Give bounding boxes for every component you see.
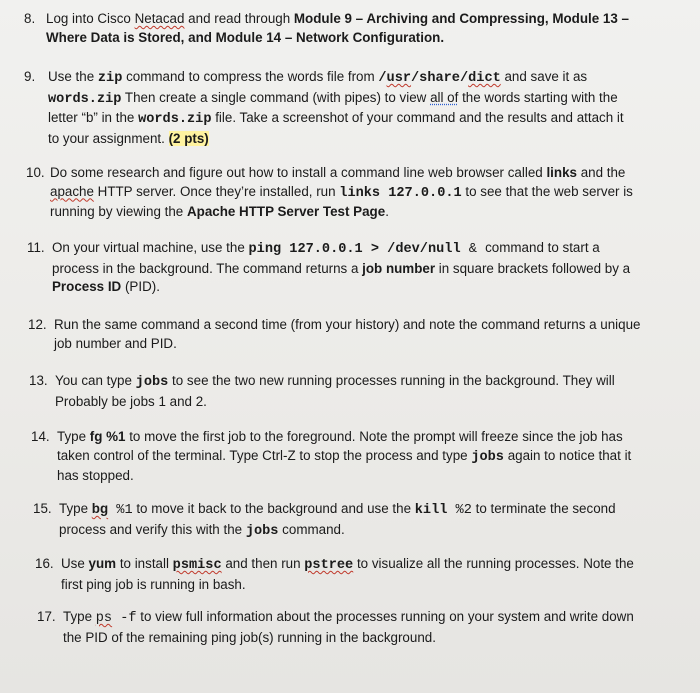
item-text: has stopped.	[57, 468, 134, 484]
item-number: 11.	[27, 240, 45, 255]
item-text: Use the zip command to compress the words file from /usr/share/dict and save it as	[48, 69, 588, 86]
item-number: 14.	[31, 429, 50, 444]
item-number: 17.	[37, 609, 56, 624]
item-text: letter “b” in the words.zip file. Take a screenshot of your command and the results and attach it	[48, 110, 624, 128]
item-text: job number and PID.	[54, 335, 177, 351]
item-text: Process ID (PID).	[52, 279, 160, 295]
item-number: 13.	[29, 373, 48, 388]
item-text: Type bg %1 to move it back to the background and use the kill %2 to terminate the second	[59, 501, 616, 518]
item-text: Use yum to install psmisc and then run pstree to visualize all the running processes. Note the	[61, 556, 634, 573]
item-text: Where Data is Stored, and Module 14 – Network Configuration.	[46, 29, 445, 45]
item-number: 16.	[35, 556, 54, 571]
item-text: process in the background. The command returns a job number in square brackets followed by a	[52, 260, 631, 276]
item-text: Probably be jobs 1 and 2.	[55, 393, 207, 409]
item-text: the PID of the remaining ping job(s) running in the background.	[63, 629, 436, 645]
item-text: On your virtual machine, use the ping 127.0.0.1 > /dev/null & command to start a	[52, 240, 600, 257]
item-number: 12.	[28, 317, 47, 332]
points-badge: (2 pts)	[168, 130, 209, 146]
item-text: Run the same command a second time (from your history) and note the command returns a unique	[54, 317, 641, 332]
item-text: first ping job is running in bash.	[61, 576, 246, 592]
item-text: words.zip Then create a single command (with pipes) to view all of the words starting with the	[48, 89, 618, 107]
item-text: Type ps -f to view full information about the processes running on your system and write down	[63, 609, 634, 626]
item-number: 10.	[26, 165, 45, 180]
item-text: Type fg %1 to move the first job to the foreground. Note the prompt will freeze since the job has	[57, 429, 623, 444]
item-text: You can type jobs to see the two new running processes running in the background. They will	[55, 373, 615, 390]
item-text: to your assignment. (2 pts)	[48, 130, 209, 146]
item-text: Log into Cisco Netacad and read through Module 9 – Archiving and Compressing, Module 13 –	[46, 11, 629, 26]
item-number: 9.	[24, 69, 36, 84]
item-text: apache HTTP server. Once they’re installed, run links 127.0.0.1 to see that the web server is	[50, 183, 633, 201]
item-text: taken control of the terminal. Type Ctrl-Z to stop the process and type jobs again to notice that it	[57, 447, 632, 465]
item-text: process and verify this with the jobs command.	[59, 521, 345, 539]
item-text: running by viewing the Apache HTTP Server Test Page.	[50, 204, 389, 220]
item-number: 15.	[33, 501, 52, 516]
item-number: 8.	[24, 11, 36, 26]
item-text: Do some research and figure out how to install a command line web browser called links and the	[50, 165, 626, 180]
